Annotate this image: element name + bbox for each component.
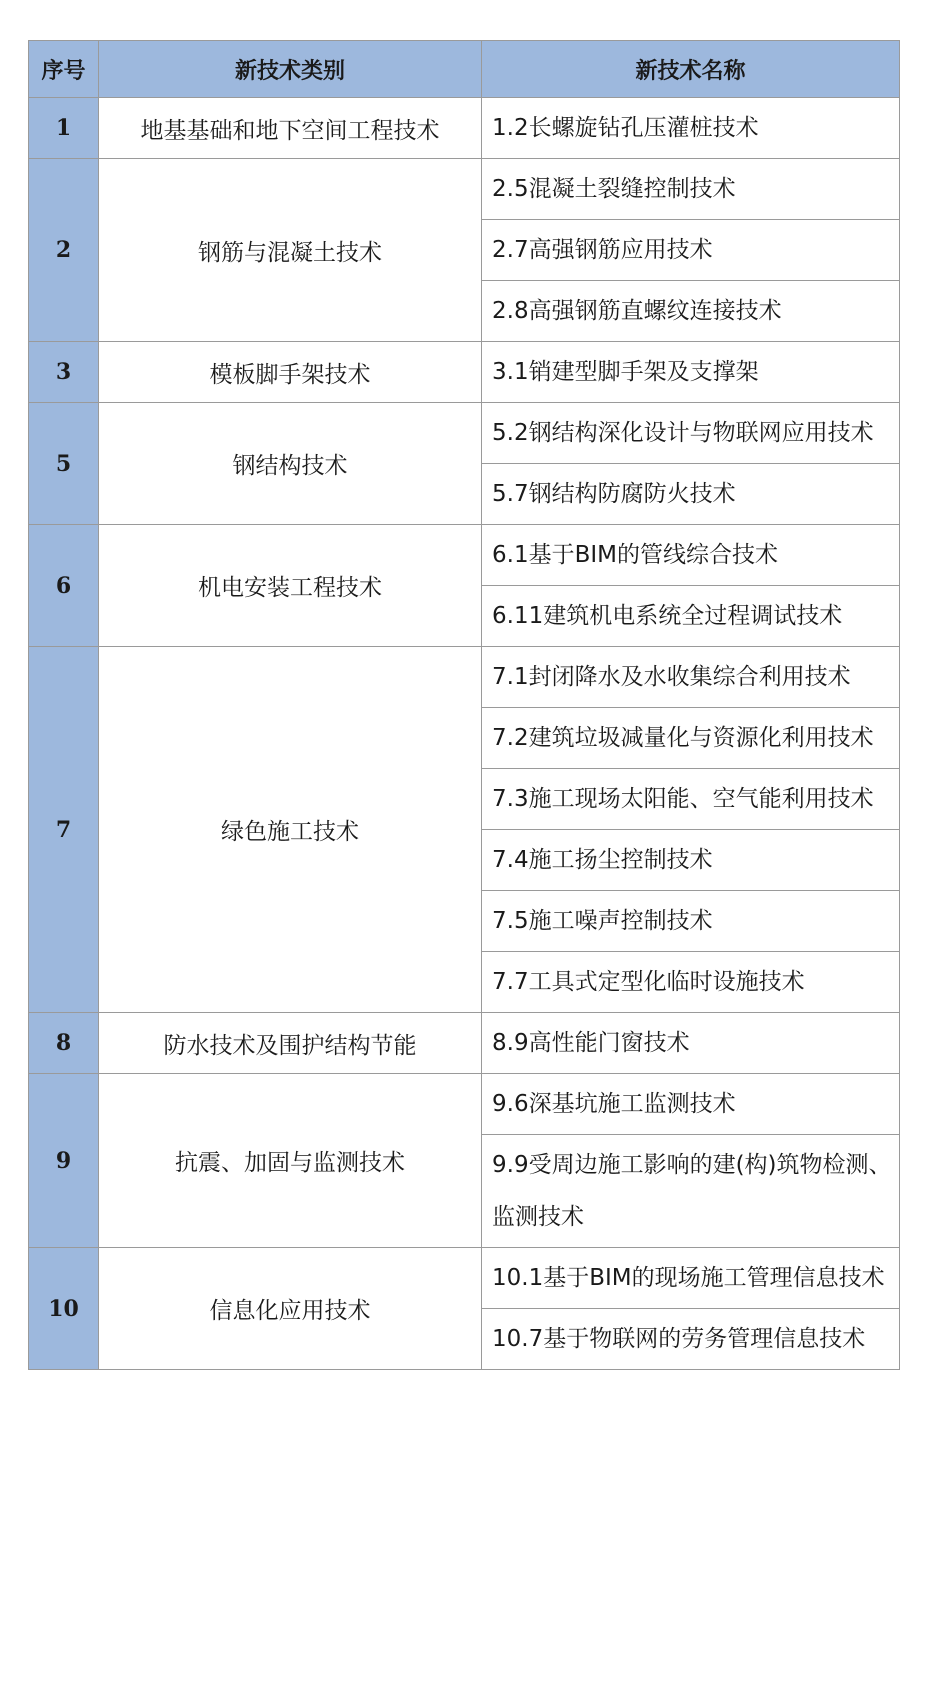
cell-tech-name: 7.3施工现场太阳能、空气能利用技术: [482, 769, 900, 830]
cell-tech-name: 1.2长螺旋钻孔压灌桩技术: [482, 98, 900, 159]
cell-tech-name: 7.2建筑垃圾减量化与资源化利用技术: [482, 708, 900, 769]
cell-seq: 10: [29, 1248, 99, 1370]
cell-seq: 7: [29, 647, 99, 1013]
cell-tech-name: 5.7钢结构防腐防火技术: [482, 464, 900, 525]
cell-tech-name: 9.6深基坑施工监测技术: [482, 1074, 900, 1135]
cell-seq: 9: [29, 1074, 99, 1248]
cell-tech-name: 2.5混凝土裂缝控制技术: [482, 159, 900, 220]
cell-tech-name: 7.7工具式定型化临时设施技术: [482, 952, 900, 1013]
table-row: [29, 159, 900, 220]
cell-tech-name: 2.7高强钢筋应用技术: [482, 220, 900, 281]
table-row: [29, 525, 900, 586]
cell-category: 机电安装工程技术: [99, 525, 482, 647]
cell-category: 防水技术及围护结构节能: [99, 1013, 482, 1074]
cell-category: 钢结构技术: [99, 403, 482, 525]
cell-seq: 2: [29, 159, 99, 342]
cell-tech-name: 7.5施工噪声控制技术: [482, 891, 900, 952]
cell-category: 模板脚手架技术: [99, 342, 482, 403]
cell-tech-name: 5.2钢结构深化设计与物联网应用技术: [482, 403, 900, 464]
cell-seq: 6: [29, 525, 99, 647]
table-row: [29, 1013, 900, 1074]
cell-category: 信息化应用技术: [99, 1248, 482, 1370]
header-row: [29, 41, 900, 98]
cell-tech-name: 7.4施工扬尘控制技术: [482, 830, 900, 891]
table-row: [29, 1248, 900, 1309]
table-header: [29, 41, 900, 98]
cell-category: 抗震、加固与监测技术: [99, 1074, 482, 1248]
cell-tech-name: 6.11建筑机电系统全过程调试技术: [482, 586, 900, 647]
table-row: [29, 647, 900, 708]
cell-tech-name: 3.1销建型脚手架及支撑架: [482, 342, 900, 403]
cell-seq: 8: [29, 1013, 99, 1074]
cell-tech-name: 7.1封闭降水及水收集综合利用技术: [482, 647, 900, 708]
cell-seq: 3: [29, 342, 99, 403]
table-row: [29, 403, 900, 464]
cell-seq: 1: [29, 98, 99, 159]
table-row: [29, 342, 900, 403]
cell-category: 钢筋与混凝土技术: [99, 159, 482, 342]
cell-tech-name: 9.9受周边施工影响的建(构)筑物检测、监测技术: [482, 1135, 900, 1248]
cell-tech-name: 6.1基于BIM的管线综合技术: [482, 525, 900, 586]
tech-table: [28, 40, 900, 1370]
header-category: 新技术类别: [99, 41, 482, 98]
cell-seq: 5: [29, 403, 99, 525]
header-name: 新技术名称: [482, 41, 900, 98]
table-body: [29, 98, 900, 1370]
cell-tech-name: 2.8高强钢筋直螺纹连接技术: [482, 281, 900, 342]
table-row: [29, 1074, 900, 1135]
cell-category: 地基基础和地下空间工程技术: [99, 98, 482, 159]
cell-tech-name: 10.7基于物联网的劳务管理信息技术: [482, 1309, 900, 1370]
cell-tech-name: 8.9高性能门窗技术: [482, 1013, 900, 1074]
header-seq: 序号: [29, 41, 99, 98]
table-row: [29, 98, 900, 159]
cell-category: 绿色施工技术: [99, 647, 482, 1013]
cell-tech-name: 10.1基于BIM的现场施工管理信息技术: [482, 1248, 900, 1309]
